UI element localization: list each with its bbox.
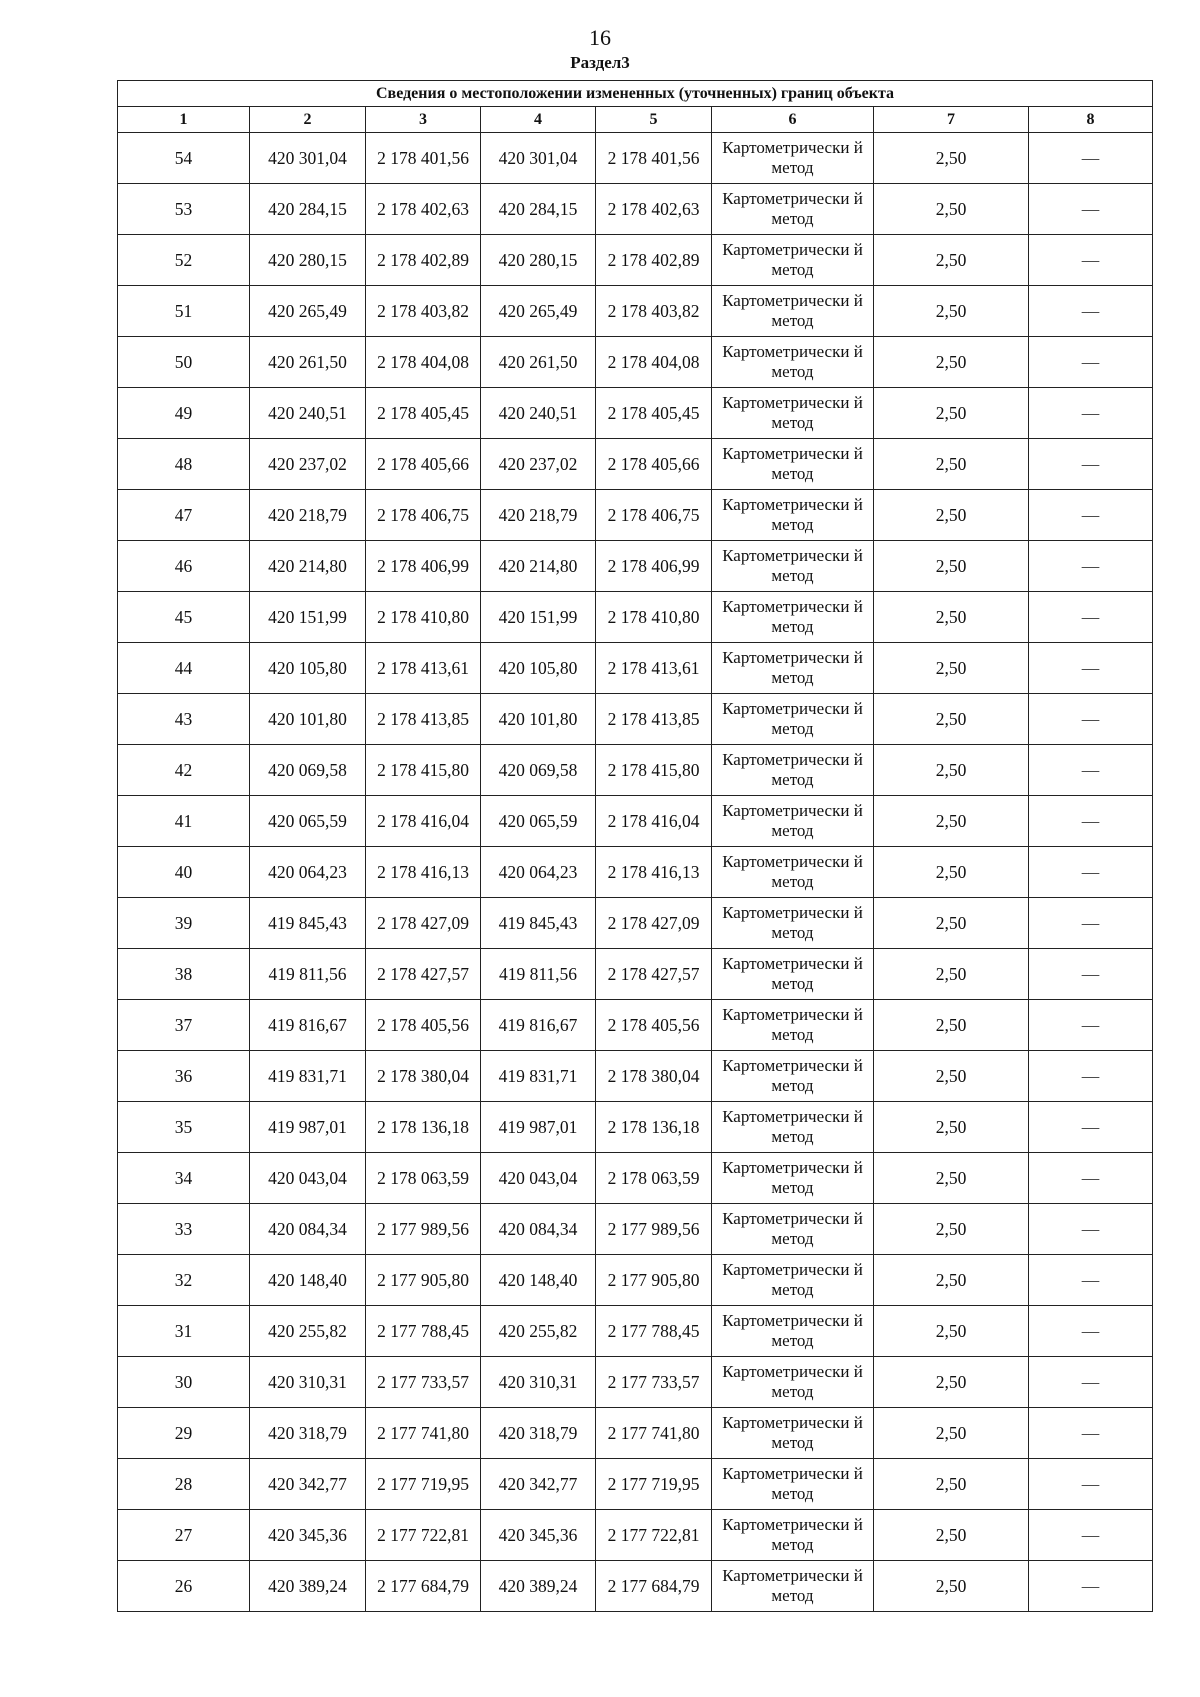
y-existing-cell: 2 178 406,75: [366, 490, 481, 541]
x-refined-cell: 420 148,40: [481, 1255, 596, 1306]
point-number-cell: 33: [118, 1204, 250, 1255]
description-cell: —: [1029, 235, 1153, 286]
method-cell: Картометрически й метод: [712, 337, 874, 388]
y-refined-cell: 2 178 416,13: [596, 847, 712, 898]
x-existing-cell: 420 105,80: [250, 643, 366, 694]
method-cell: Картометрически й метод: [712, 439, 874, 490]
y-existing-cell: 2 177 989,56: [366, 1204, 481, 1255]
column-number-header: 4: [481, 107, 596, 133]
precision-cell: 2,50: [874, 1459, 1029, 1510]
x-existing-cell: 420 240,51: [250, 388, 366, 439]
description-cell: —: [1029, 388, 1153, 439]
y-refined-cell: 2 178 063,59: [596, 1153, 712, 1204]
y-refined-cell: 2 177 905,80: [596, 1255, 712, 1306]
x-existing-cell: 419 816,67: [250, 1000, 366, 1051]
method-cell: Картометрически й метод: [712, 796, 874, 847]
precision-cell: 2,50: [874, 1306, 1029, 1357]
method-cell: Картометрически й метод: [712, 1102, 874, 1153]
method-cell: Картометрически й метод: [712, 1408, 874, 1459]
x-refined-cell: 420 064,23: [481, 847, 596, 898]
y-refined-cell: 2 178 427,09: [596, 898, 712, 949]
x-existing-cell: 420 151,99: [250, 592, 366, 643]
description-cell: —: [1029, 1459, 1153, 1510]
precision-cell: 2,50: [874, 184, 1029, 235]
x-existing-cell: 420 101,80: [250, 694, 366, 745]
y-refined-cell: 2 178 404,08: [596, 337, 712, 388]
y-refined-cell: 2 178 401,56: [596, 133, 712, 184]
precision-cell: 2,50: [874, 439, 1029, 490]
precision-cell: 2,50: [874, 490, 1029, 541]
method-cell: Картометрически й метод: [712, 388, 874, 439]
y-refined-cell: 2 177 733,57: [596, 1357, 712, 1408]
precision-cell: 2,50: [874, 949, 1029, 1000]
y-existing-cell: 2 178 402,63: [366, 184, 481, 235]
precision-cell: 2,50: [874, 1204, 1029, 1255]
y-refined-cell: 2 177 684,79: [596, 1561, 712, 1612]
x-existing-cell: 419 831,71: [250, 1051, 366, 1102]
y-refined-cell: 2 178 405,56: [596, 1000, 712, 1051]
description-cell: —: [1029, 949, 1153, 1000]
x-existing-cell: 420 342,77: [250, 1459, 366, 1510]
boundary-coordinates-table: [117, 80, 1153, 1612]
precision-cell: 2,50: [874, 694, 1029, 745]
table-row: [118, 898, 1153, 949]
y-refined-cell: 2 178 410,80: [596, 592, 712, 643]
x-existing-cell: 420 318,79: [250, 1408, 366, 1459]
point-number-cell: 46: [118, 541, 250, 592]
precision-cell: 2,50: [874, 541, 1029, 592]
y-refined-cell: 2 178 406,99: [596, 541, 712, 592]
x-refined-cell: 420 237,02: [481, 439, 596, 490]
x-refined-cell: 420 280,15: [481, 235, 596, 286]
precision-cell: 2,50: [874, 592, 1029, 643]
x-refined-cell: 420 284,15: [481, 184, 596, 235]
y-refined-cell: 2 178 380,04: [596, 1051, 712, 1102]
description-cell: —: [1029, 1102, 1153, 1153]
x-refined-cell: 420 310,31: [481, 1357, 596, 1408]
y-refined-cell: 2 178 406,75: [596, 490, 712, 541]
description-cell: —: [1029, 1357, 1153, 1408]
x-existing-cell: 420 345,36: [250, 1510, 366, 1561]
point-number-cell: 26: [118, 1561, 250, 1612]
table-caption: Сведения о местоположении измененных (уточненных) границ объекта: [118, 81, 1153, 107]
y-existing-cell: 2 178 427,57: [366, 949, 481, 1000]
method-cell: Картометрически й метод: [712, 847, 874, 898]
precision-cell: 2,50: [874, 847, 1029, 898]
point-number-cell: 35: [118, 1102, 250, 1153]
column-number-header: 1: [118, 107, 250, 133]
y-refined-cell: 2 177 989,56: [596, 1204, 712, 1255]
description-cell: —: [1029, 694, 1153, 745]
y-existing-cell: 2 178 416,04: [366, 796, 481, 847]
x-refined-cell: 420 151,99: [481, 592, 596, 643]
table-row: [118, 1306, 1153, 1357]
method-cell: Картометрически й метод: [712, 1051, 874, 1102]
x-existing-cell: 420 237,02: [250, 439, 366, 490]
y-existing-cell: 2 178 427,09: [366, 898, 481, 949]
y-refined-cell: 2 178 403,82: [596, 286, 712, 337]
description-cell: —: [1029, 439, 1153, 490]
table-body: [118, 133, 1153, 1612]
description-cell: —: [1029, 643, 1153, 694]
method-cell: Картометрически й метод: [712, 1153, 874, 1204]
point-number-cell: 47: [118, 490, 250, 541]
column-number-header: 5: [596, 107, 712, 133]
x-existing-cell: 420 064,23: [250, 847, 366, 898]
point-number-cell: 54: [118, 133, 250, 184]
x-refined-cell: 420 214,80: [481, 541, 596, 592]
y-existing-cell: 2 178 380,04: [366, 1051, 481, 1102]
table-row: [118, 541, 1153, 592]
x-existing-cell: 420 301,04: [250, 133, 366, 184]
precision-cell: 2,50: [874, 643, 1029, 694]
table-row: [118, 133, 1153, 184]
point-number-cell: 38: [118, 949, 250, 1000]
method-cell: Картометрически й метод: [712, 1510, 874, 1561]
x-refined-cell: 420 345,36: [481, 1510, 596, 1561]
precision-cell: 2,50: [874, 1102, 1029, 1153]
point-number-cell: 30: [118, 1357, 250, 1408]
precision-cell: 2,50: [874, 1000, 1029, 1051]
description-cell: —: [1029, 1408, 1153, 1459]
method-cell: Картометрически й метод: [712, 949, 874, 1000]
table-row: [118, 388, 1153, 439]
precision-cell: 2,50: [874, 1408, 1029, 1459]
x-existing-cell: 419 987,01: [250, 1102, 366, 1153]
y-refined-cell: 2 178 405,66: [596, 439, 712, 490]
x-refined-cell: 419 831,71: [481, 1051, 596, 1102]
table-row: [118, 745, 1153, 796]
point-number-cell: 28: [118, 1459, 250, 1510]
point-number-cell: 27: [118, 1510, 250, 1561]
point-number-cell: 34: [118, 1153, 250, 1204]
point-number-cell: 48: [118, 439, 250, 490]
y-refined-cell: 2 177 741,80: [596, 1408, 712, 1459]
column-number-header: 6: [712, 107, 874, 133]
point-number-cell: 39: [118, 898, 250, 949]
y-existing-cell: 2 178 406,99: [366, 541, 481, 592]
x-refined-cell: 420 084,34: [481, 1204, 596, 1255]
y-refined-cell: 2 178 136,18: [596, 1102, 712, 1153]
x-existing-cell: 420 280,15: [250, 235, 366, 286]
table-row: [118, 490, 1153, 541]
precision-cell: 2,50: [874, 388, 1029, 439]
page-number: 16: [589, 25, 611, 50]
point-number-cell: 43: [118, 694, 250, 745]
column-number-header: 2: [250, 107, 366, 133]
x-refined-cell: 420 389,24: [481, 1561, 596, 1612]
method-cell: Картометрически й метод: [712, 1306, 874, 1357]
point-number-cell: 41: [118, 796, 250, 847]
method-cell: Картометрически й метод: [712, 898, 874, 949]
precision-cell: 2,50: [874, 286, 1029, 337]
precision-cell: 2,50: [874, 796, 1029, 847]
point-number-cell: 32: [118, 1255, 250, 1306]
point-number-cell: 29: [118, 1408, 250, 1459]
table-row: [118, 1510, 1153, 1561]
table-row: [118, 1000, 1153, 1051]
y-refined-cell: 2 177 722,81: [596, 1510, 712, 1561]
y-existing-cell: 2 178 401,56: [366, 133, 481, 184]
x-refined-cell: 420 261,50: [481, 337, 596, 388]
y-existing-cell: 2 178 413,61: [366, 643, 481, 694]
description-cell: —: [1029, 286, 1153, 337]
section-title: Раздел3: [570, 53, 630, 72]
y-refined-cell: 2 178 416,04: [596, 796, 712, 847]
y-existing-cell: 2 178 405,66: [366, 439, 481, 490]
y-refined-cell: 2 178 413,85: [596, 694, 712, 745]
column-number-header: 7: [874, 107, 1029, 133]
y-existing-cell: 2 178 402,89: [366, 235, 481, 286]
method-cell: Картометрически й метод: [712, 133, 874, 184]
description-cell: —: [1029, 898, 1153, 949]
y-existing-cell: 2 177 733,57: [366, 1357, 481, 1408]
x-existing-cell: 420 043,04: [250, 1153, 366, 1204]
x-existing-cell: 420 069,58: [250, 745, 366, 796]
description-cell: —: [1029, 1204, 1153, 1255]
description-cell: —: [1029, 337, 1153, 388]
x-refined-cell: 420 101,80: [481, 694, 596, 745]
point-number-cell: 45: [118, 592, 250, 643]
x-refined-cell: 420 069,58: [481, 745, 596, 796]
description-cell: —: [1029, 490, 1153, 541]
x-existing-cell: 420 310,31: [250, 1357, 366, 1408]
description-cell: —: [1029, 1000, 1153, 1051]
table-row: [118, 337, 1153, 388]
method-cell: Картометрически й метод: [712, 184, 874, 235]
x-existing-cell: 420 284,15: [250, 184, 366, 235]
method-cell: Картометрически й метод: [712, 286, 874, 337]
y-existing-cell: 2 177 905,80: [366, 1255, 481, 1306]
description-cell: —: [1029, 592, 1153, 643]
description-cell: —: [1029, 745, 1153, 796]
x-refined-cell: 419 811,56: [481, 949, 596, 1000]
y-existing-cell: 2 177 684,79: [366, 1561, 481, 1612]
table-row: [118, 1153, 1153, 1204]
x-refined-cell: 420 342,77: [481, 1459, 596, 1510]
x-refined-cell: 420 301,04: [481, 133, 596, 184]
table-row: [118, 439, 1153, 490]
y-existing-cell: 2 178 413,85: [366, 694, 481, 745]
x-existing-cell: 419 845,43: [250, 898, 366, 949]
precision-cell: 2,50: [874, 1255, 1029, 1306]
method-cell: Картометрически й метод: [712, 1255, 874, 1306]
y-refined-cell: 2 178 402,89: [596, 235, 712, 286]
table-row: [118, 184, 1153, 235]
description-cell: —: [1029, 184, 1153, 235]
precision-cell: 2,50: [874, 235, 1029, 286]
x-existing-cell: 420 389,24: [250, 1561, 366, 1612]
x-refined-cell: 420 105,80: [481, 643, 596, 694]
precision-cell: 2,50: [874, 133, 1029, 184]
description-cell: —: [1029, 1561, 1153, 1612]
x-refined-cell: 419 816,67: [481, 1000, 596, 1051]
point-number-cell: 53: [118, 184, 250, 235]
method-cell: Картометрически й метод: [712, 1000, 874, 1051]
method-cell: Картометрически й метод: [712, 490, 874, 541]
x-existing-cell: 420 255,82: [250, 1306, 366, 1357]
x-existing-cell: 420 261,50: [250, 337, 366, 388]
description-cell: —: [1029, 133, 1153, 184]
x-refined-cell: 420 318,79: [481, 1408, 596, 1459]
x-refined-cell: 420 218,79: [481, 490, 596, 541]
x-existing-cell: 420 218,79: [250, 490, 366, 541]
y-existing-cell: 2 178 063,59: [366, 1153, 481, 1204]
precision-cell: 2,50: [874, 1153, 1029, 1204]
x-refined-cell: 420 265,49: [481, 286, 596, 337]
y-existing-cell: 2 177 719,95: [366, 1459, 481, 1510]
point-number-cell: 51: [118, 286, 250, 337]
y-existing-cell: 2 178 136,18: [366, 1102, 481, 1153]
table-row: [118, 1357, 1153, 1408]
method-cell: Картометрически й метод: [712, 1459, 874, 1510]
method-cell: Картометрически й метод: [712, 235, 874, 286]
precision-cell: 2,50: [874, 1561, 1029, 1612]
x-refined-cell: 420 240,51: [481, 388, 596, 439]
y-existing-cell: 2 178 404,08: [366, 337, 481, 388]
point-number-cell: 44: [118, 643, 250, 694]
method-cell: Картометрически й метод: [712, 541, 874, 592]
y-existing-cell: 2 177 741,80: [366, 1408, 481, 1459]
y-existing-cell: 2 178 410,80: [366, 592, 481, 643]
column-number-header: 8: [1029, 107, 1153, 133]
point-number-cell: 40: [118, 847, 250, 898]
method-cell: Картометрически й метод: [712, 1561, 874, 1612]
table-row: [118, 694, 1153, 745]
y-existing-cell: 2 178 416,13: [366, 847, 481, 898]
precision-cell: 2,50: [874, 745, 1029, 796]
method-cell: Картометрически й метод: [712, 643, 874, 694]
x-existing-cell: 420 265,49: [250, 286, 366, 337]
y-refined-cell: 2 177 719,95: [596, 1459, 712, 1510]
table-row: [118, 796, 1153, 847]
y-refined-cell: 2 178 427,57: [596, 949, 712, 1000]
description-cell: —: [1029, 1255, 1153, 1306]
precision-cell: 2,50: [874, 337, 1029, 388]
table-row: [118, 592, 1153, 643]
point-number-cell: 31: [118, 1306, 250, 1357]
description-cell: —: [1029, 847, 1153, 898]
description-cell: —: [1029, 541, 1153, 592]
method-cell: Картометрически й метод: [712, 1204, 874, 1255]
precision-cell: 2,50: [874, 1510, 1029, 1561]
method-cell: Картометрически й метод: [712, 592, 874, 643]
x-existing-cell: 419 811,56: [250, 949, 366, 1000]
precision-cell: 2,50: [874, 1051, 1029, 1102]
description-cell: —: [1029, 796, 1153, 847]
description-cell: —: [1029, 1510, 1153, 1561]
description-cell: —: [1029, 1051, 1153, 1102]
x-refined-cell: 420 043,04: [481, 1153, 596, 1204]
x-refined-cell: 419 845,43: [481, 898, 596, 949]
x-refined-cell: 419 987,01: [481, 1102, 596, 1153]
y-existing-cell: 2 178 415,80: [366, 745, 481, 796]
y-refined-cell: 2 178 413,61: [596, 643, 712, 694]
table-row: [118, 1102, 1153, 1153]
point-number-cell: 50: [118, 337, 250, 388]
description-cell: —: [1029, 1153, 1153, 1204]
point-number-cell: 52: [118, 235, 250, 286]
table-row: [118, 847, 1153, 898]
table-row: [118, 1255, 1153, 1306]
y-existing-cell: 2 178 405,56: [366, 1000, 481, 1051]
table-row: [118, 235, 1153, 286]
description-cell: —: [1029, 1306, 1153, 1357]
table-row: [118, 643, 1153, 694]
table-row: [118, 286, 1153, 337]
y-refined-cell: 2 178 402,63: [596, 184, 712, 235]
column-number-header: 3: [366, 107, 481, 133]
table-row: [118, 1561, 1153, 1612]
point-number-cell: 37: [118, 1000, 250, 1051]
x-existing-cell: 420 084,34: [250, 1204, 366, 1255]
table-row: [118, 1051, 1153, 1102]
method-cell: Картометрически й метод: [712, 694, 874, 745]
y-existing-cell: 2 178 405,45: [366, 388, 481, 439]
precision-cell: 2,50: [874, 898, 1029, 949]
method-cell: Картометрически й метод: [712, 1357, 874, 1408]
table-row: [118, 1459, 1153, 1510]
y-existing-cell: 2 178 403,82: [366, 286, 481, 337]
x-refined-cell: 420 255,82: [481, 1306, 596, 1357]
x-existing-cell: 420 148,40: [250, 1255, 366, 1306]
x-existing-cell: 420 214,80: [250, 541, 366, 592]
table-row: [118, 1204, 1153, 1255]
y-refined-cell: 2 178 405,45: [596, 388, 712, 439]
y-existing-cell: 2 177 722,81: [366, 1510, 481, 1561]
x-refined-cell: 420 065,59: [481, 796, 596, 847]
x-existing-cell: 420 065,59: [250, 796, 366, 847]
y-refined-cell: 2 178 415,80: [596, 745, 712, 796]
point-number-cell: 42: [118, 745, 250, 796]
precision-cell: 2,50: [874, 1357, 1029, 1408]
method-cell: Картометрически й метод: [712, 745, 874, 796]
point-number-cell: 49: [118, 388, 250, 439]
point-number-cell: 36: [118, 1051, 250, 1102]
table-row: [118, 1408, 1153, 1459]
y-refined-cell: 2 177 788,45: [596, 1306, 712, 1357]
y-existing-cell: 2 177 788,45: [366, 1306, 481, 1357]
table-row: [118, 949, 1153, 1000]
